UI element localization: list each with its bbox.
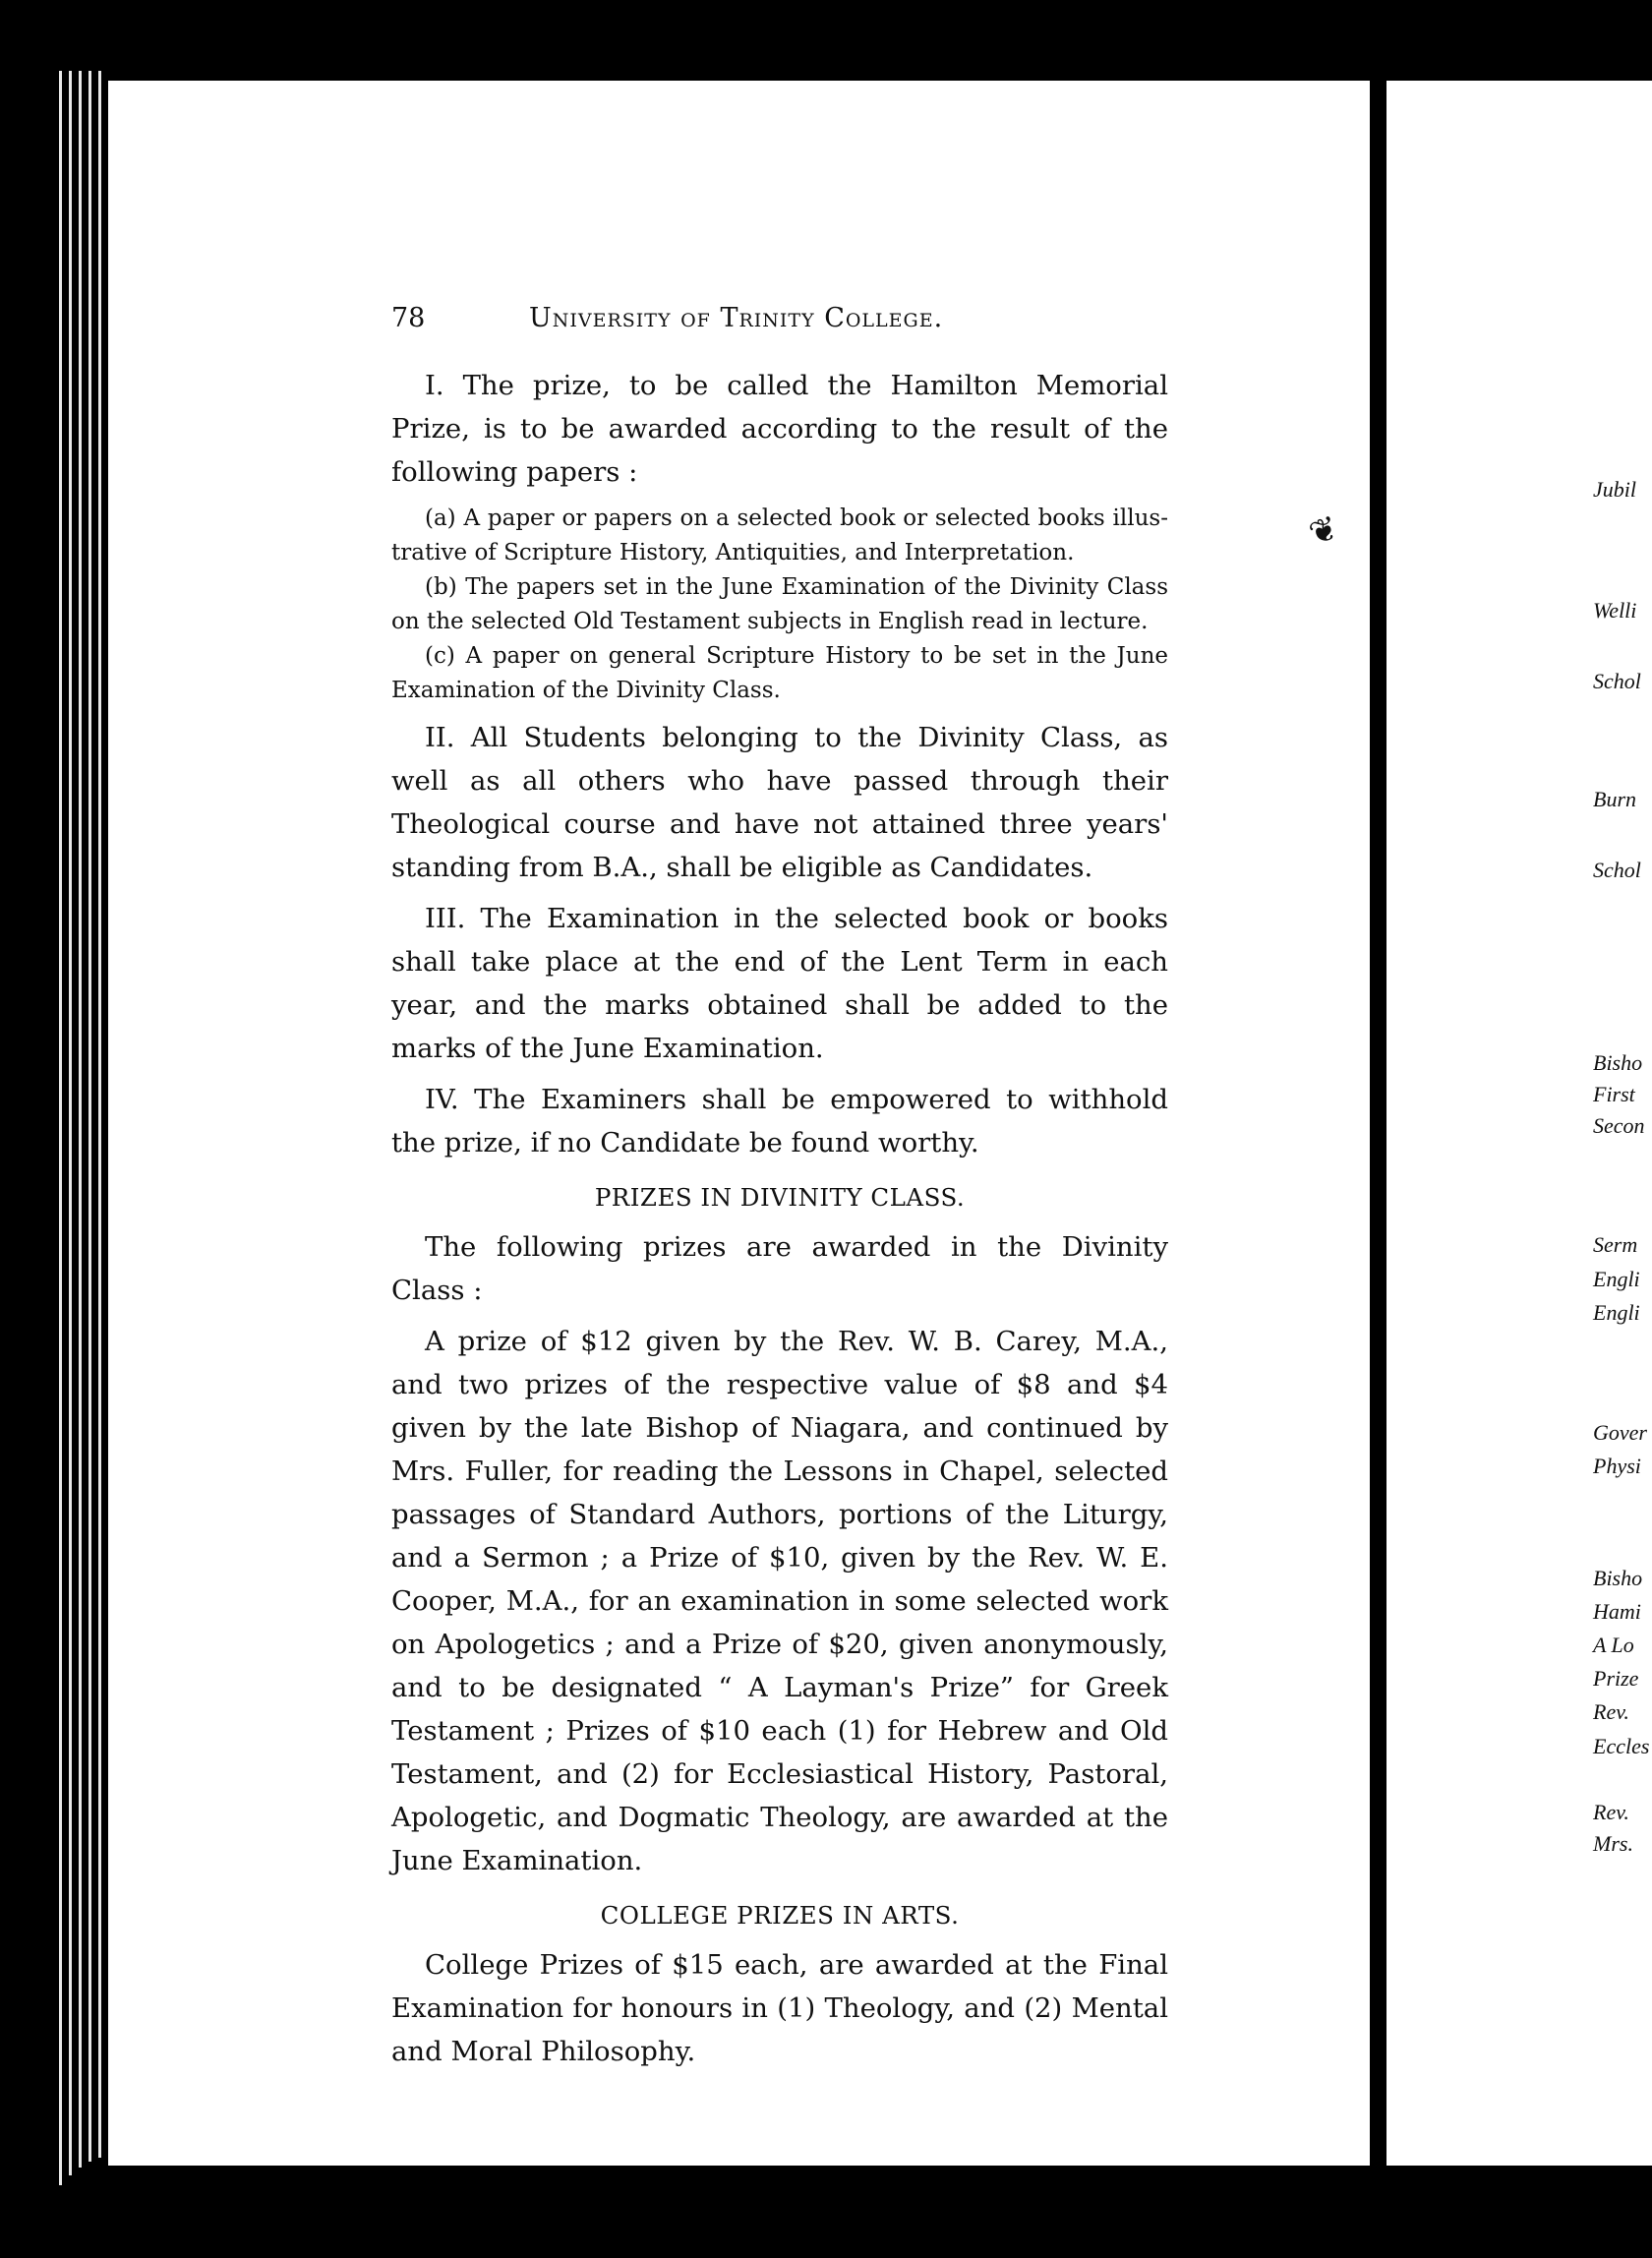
opposite-page-word: Rev. [1593,1699,1629,1724]
opposite-page-word: Secon [1593,1113,1645,1138]
opposite-page-word: Bisho [1593,1050,1643,1075]
paragraph-iv: IV. The Examiners shall be empowered to withhold the prize, if no Candidate be found worthy. [391,1084,1168,1159]
page-body [391,364,1168,2073]
paragraph-c: (c) A paper on general Scripture History to be set in the June Examination of the Divinity Class. [391,643,1168,703]
page-edge-stack [59,71,62,2185]
opposite-page-word: Engli [1593,1300,1640,1325]
paragraph-divinity-prizes: A prize of $12 given by the Rev. W. B. Carey, M.A., and two prizes of the respective value of $8 and $4 given by the late Bishop of Niagara, and continued by Mrs. Fuller, for reading the Lessons in Chapel, selected passages of Standard Authors, portions of the Liturgy, and a Sermon ; a Prize of $10, given by the Rev. W. E. Cooper, M.A., for an examination in some selected work on Apologetics ; and a Prize of $20, given anonymously, and to be designated “ A Layman's Prize” for Greek Testament ; Prizes of $10 each (1) for Hebrew and Old Testament, and (2) for Ecclesiastical History, Pastoral, Apologetic, and Dogmatic Theology, are awarded at the June Examination. [391,1326,1168,1876]
opposite-page-word: Welli [1593,598,1637,623]
page-number: 78 [391,303,426,333]
opposite-page-word: Gover [1593,1420,1647,1445]
opposite-page-word: Hami [1593,1599,1641,1624]
opposite-page-word: Schol [1593,669,1641,693]
opposite-page-word: Serm [1593,1232,1638,1257]
opposite-page-word: Eccles [1593,1734,1650,1758]
opposite-page-word: Physi [1593,1454,1641,1478]
running-head [391,303,1178,342]
page-edge-stack [69,71,72,2175]
paragraph-divinity-intro: The following prizes are awarded in the Divinity Class : [391,1231,1168,1306]
paragraph-b: (b) The papers set in the June Examination of the Divinity Class on the selected Old Testament subjects in English read in lecture. [391,574,1168,634]
page-edge-stack [98,71,101,2158]
opposite-page-word: A Lo [1593,1633,1634,1657]
section-heading-divinity: PRIZES IN DIVINITY CLASS. [594,1183,966,1212]
opposite-page-word: Jubil [1593,477,1636,502]
page-edge-stack [88,71,91,2162]
section-heading-arts: COLLEGE PRIZES IN ARTS. [600,1901,960,1930]
ink-mark: ❦ [1304,507,1344,555]
paragraph-a: (a) A paper or papers on a selected book or selected books illus-trative of Scripture History, Antiquities, and Interpretation. [391,505,1168,565]
opposite-page-word: First [1593,1082,1635,1106]
opposite-page-word: Prize [1593,1666,1639,1691]
paragraph-iii: III. The Examination in the selected book or books shall take place at the end of the Lent Term in each year, and the marks obtained shall be added to the marks of the June Examination. [391,903,1168,1064]
opposite-page-word: Rev. [1593,1800,1629,1824]
running-title: University of Trinity College. [529,303,944,333]
opposite-page-word: Engli [1593,1267,1640,1291]
opposite-page-word: Schol [1593,858,1641,882]
paragraph-i: I. The prize, to be called the Hamilton Memorial Prize, is to be awarded according to the result of the following papers : [391,370,1168,488]
page-edge-stack [79,71,82,2168]
paragraph-ii: II. All Students belonging to the Divinity Class, as well as all others who have passed through their Theological course and have not attained three years' standing from B.A., shall be eligible as Candidates. [391,722,1168,883]
opposite-page-word: Mrs. [1593,1831,1633,1856]
opposite-page-word: Bisho [1593,1566,1643,1590]
opposite-page-word: Burn [1593,787,1636,811]
paragraph-arts-prizes: College Prizes of $15 each, are awarded at the Final Examination for honours in (1) Theology, and (2) Mental and Moral Philosophy. [391,1949,1168,2067]
